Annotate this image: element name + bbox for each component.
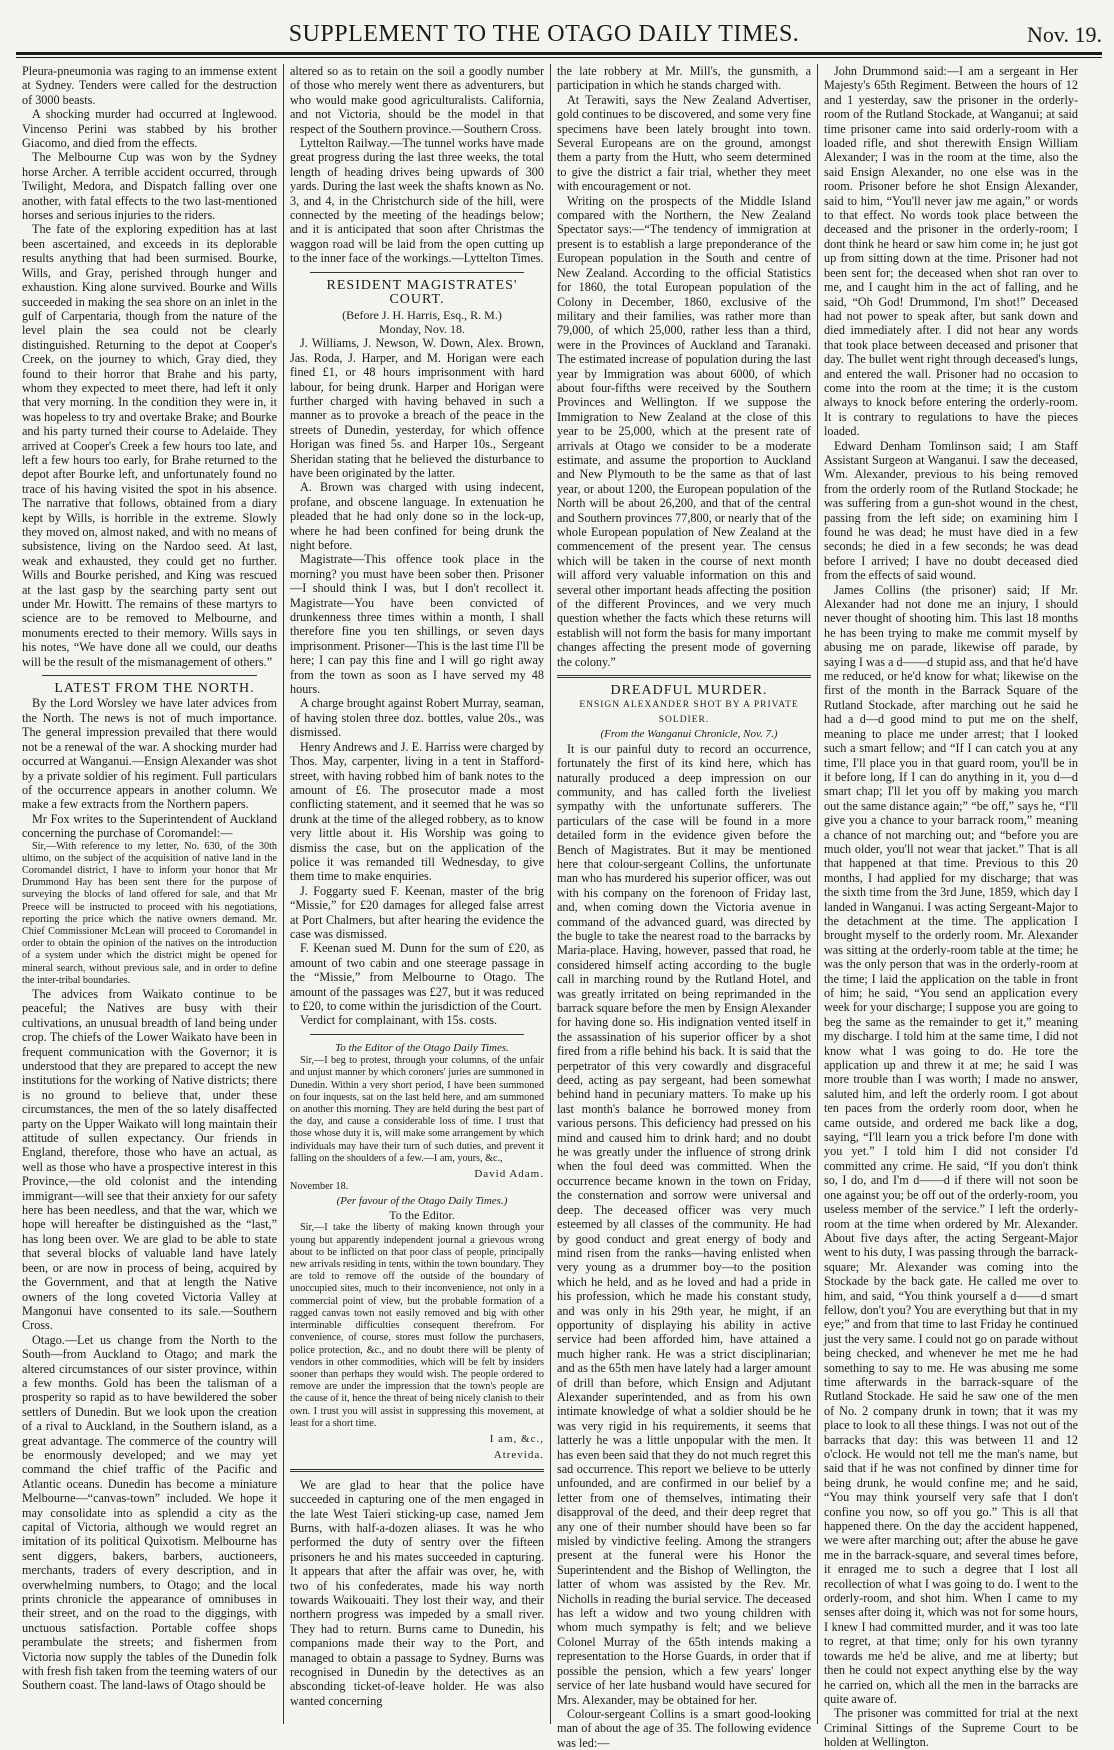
letter-body: Sir,—I beg to protest, through your columns, of the unfair and unjust manner by which coroners' juries are summoned in Dunedin. Within a very short period, I have been summoned on four inquests, sat on the last held here, and am summoned on another this morning. They are held during the best part of the day, and cause a considerable loss of time. I trust that those whose duty it is, will make some arrangement by which individuals may have their turn of such duties, and prevent it falling on the shoulders of a few.—I am, yours, &c., xyxy=(290,1055,544,1164)
article-paragraph: We are glad to hear that the police have succeeded in capturing one of the men engaged in the late West Taieri sticking-up case, named Jem Burns, with half-a-dozen aliases. It was he who performed the duty of sentry over the fifteen prisoners he and his mates succeeded in capturing. It appears that after the affair was over, he, with two of his confederates, made his way north towards Waikouaiti. They lost their way, and their northern progress was impeded by a small river. They had to return. Burns came to Dunedin, his companions made their way to the Port, and managed to obtain a passage to Sydney. Burns was recognised in Dunedin by the detectives as an absconding ticket-of-leave holder. He was also wanted concerning xyxy=(290,1477,544,1708)
section-subheading: ENSIGN ALEXANDER SHOT BY A PRIVATE SOLDIER. xyxy=(579,700,799,725)
article-paragraph: Pleura-pneumonia was raging to an immense extent at Sydney. Tenders were called for the destruction of 3000 beasts. xyxy=(22,64,277,107)
article-paragraph: Verdict for complainant, with 15s. costs. xyxy=(300,1013,497,1028)
quoted-letter: Sir,—With reference to my letter, No. 630, of the 30th ultimo, on the subject of the acquisition of native land in the Coromandel district, I have to inform your honor that Mr Drummond Hay has been sent there for the purpose of surveying the blocks of land offered for sale, and that Mr Preece will be instructed to proceed with his negotiations, reporting the price which the native owners demand. Mr. Chief Commissioner McLean will proceed to Coromandel in order to obtain the opinion of the natives on the introduction of a system under which the district might be opened for mineral search, without previous sale, and in order to define the inter-tribal boundaries. xyxy=(22,840,277,986)
section-divider xyxy=(42,675,257,676)
column-2 xyxy=(283,64,550,1724)
article-paragraph: altered so as to retain on the soil a goodly number of those who merely went there as adventurers, but who would make good agriculturalists. California, and not Victoria, should be the model in that respect of the Southern province.—Southern Cross. xyxy=(290,64,544,136)
issue-date: Nov. 19. xyxy=(1027,22,1102,47)
section-divider xyxy=(557,675,811,678)
article-paragraph: John Drummond said:—I am a sergeant in Her Majesty's 65th Regiment. Between the hours of 12 and 1 yesterday, saw the prisoner in the orderly-room of the Rutland Stockade, at Wanganui; at said time prisoner came into said orderly-room with a loaded rifle, and shot therewith Ensign William Alexander; I was in the room at the time, also the said Ensign Alexander, no one else was in the room. Prisoner before he shot Ensign Alexander, said to him, “You'll never jaw me again,” or words to that effect. No words took place between the deceased and the prisoner in the orderly-room; I dont think he heard or saw him come in; he just got up from sitting down at the time. Prisoner had not been sent for; the deceased when shot ran over to me, and I caught him in the act of falling, and he said, “Oh God! Drummond, I'm shot!” Deceased had not power to speak after, but sank down and died immediately after. I did not hear any words that took place between deceased and prisoner that day. The bullet went right through deceased's lungs, and entered the wall. Prisoner had no occasion to come into the room at the time; it is the custom always to knock before entering the orderly-room. It is contrary to regulations to have the pieces loaded. xyxy=(824,64,1078,439)
article-paragraph: James Collins (the prisoner) said; If Mr. Alexander had not done me an injury, I should never thought of shooting him. This last 18 months he has been trying to make me commit myself by abusing me on parade, likewise off parade, by saying I was a d——d stupid ass, and that he'd have me reduced, or he'd know for what; likewise on the first of the month in the Barrack Square of the Rutland Stockade, after marching out he said he had a d—d good mind to put me on the shelf, meaning to place me under arrest; that I looked such a smart fellow; and “If I can catch you at any time, I'll place you in that guard room, you'll be in it before long, If I can do anything in it, you d—d smart chap; I'll let you off by making you march out the same distance again;” “be off,” says he, “I'll give you a chance to your barrack room,” meaning a chance of not marching out; and “before you are much older, you'll not wear that jacket.” That is all that happened at that time. Previous to this 20 months, I had applied for my discharge; that was the sixth time from the 3rd June, 1859, which day I landed in Wanganui. I was acting Sergeant-Major to the detachment at the time. The application I brought myself to the orderly room. Mr. Alexander was sitting at the orderly-room table at the time; he was the only person that was in the orderly-room at the time; I laid the application on the table in front of him; he said, “You send an application every week for your discharge; I suppose you are going to beg the same as the remainder to get it,” meaning my discharge. I told him at the same time, I did not know what I was going to do. He tore the application up and threw it at me; he said I was more trouble than I was worth; I made no answer, saluted him, and left the orderly room. I got about ten paces from the orderly room door, when he came outside, and ordered me back like a dog, saying, “I'll learn you a trick before I'm done with you yet.” I told him I did not consider I'd committed any crime. He said, “If you don't think so, I do, and I'm d——d if there will not soon be one against you; be off out of the orderly-room, you useless member of the service.” I left the orderly-room at the time when ordered by Mr. Alexander. About five days after, the acting Sergeant-Major went to his duty, I was passing through the barrack-square; Mr. Alexander was coming into the Stockade by the back gate. He called me over to him, and said, “You think yourself a d——d smart fellow, don't you? You are everything but that in my eye;” and from that time to last Friday he continued just the very same. I could not go on parade without being checked, and whenever he met me he had something to say to me. He was abusing me some time afterwards in the barrack-square of the Rutland Stockade. He said he saw one of the men of No. 2 company drunk in town; that it was my place to look to all these things. I was not out of the barracks that day: this was between 11 and 12 o'clock. He would not tell me the man's name, but said that if he was not confined by dinner time for being drunk, he would confine me; and he said, “You may think yourself very safe that I don't confine you now, so off you go.” This is all that happened there. On the day the accident happened, we were after marching out; after the abuse he gave me in the barrack-square, and several times before, it enraged me to such a degree that I lost all recollection of what I was going to do. I went to the orderly-room, and shot him. When I came to my senses after doing it, which was not for some hours, I knew I had committed murder, and it was too late to regret, at that time; only for his own tyranny towards me he'd be alive, and me at liberty; but then he could not expect anything else by the way he carried on, which all the men in the barracks are quite aware of. xyxy=(824,582,1078,1706)
letter-signature: Atrevida. xyxy=(493,1449,544,1462)
letter-closing: I am, &c., xyxy=(489,1432,544,1445)
article-paragraph: The advices from Waikato continue to be peaceful; the Natives are busy with their cultivations, an unusual breadth of land being under crop. The chiefs of the Lower Waikato have been in frequent communication with the Governor; it is understood that they are prepared to accept the new institutions for the working of Native districts; there is no ground to believe that, under these circumstances, the men of the so lately disaffected party on the Upper Waikato will long maintain their attitude of sullen expectancy. Our friends in England, therefore, those who have an actual, as well as those who have a prospective interest in this Province,—the old colonist and the intending immigrant—will see that their anxiety for our safety here has been needless, and that the war, which we hope will hereafter be distinguished as the “last,” has long been over. We are glad to be able to state that several blocks of valuable land have lately been, or are now in process of being, acquired by the Government, and that at length the Native owners of the long coveted Victoria Valley at Mangonui have consented to its sale.—Southern Cross. xyxy=(22,986,277,1333)
letter-signature: David Adam. xyxy=(474,1168,544,1181)
article-paragraph: Lyttelton Railway.—The tunnel works have made great progress during the last three weeks, the total length of heading drives being upwards of 300 yards. During the last week the shafts known as No. 3, and 4, in the Christchurch side of the hill, were connected by the meeting of the headings below; and it is anticipated that soon after Christmas the waggon road will be laid from the open cutting up to the inner face of the workings.—Lyttelton Times. xyxy=(290,136,544,266)
article-paragraph: Otago.—Let us change from the North to the South—from Auckland to Otago; and mark the altered circumstances of our sister province, within a few months. Gold has been the talisman of a prosperity so rapid as to have bewildered the sober settlers of Dunedin. But we look upon the creation of a rival to Auckland, in the Southern island, as a great advantage. The commerce of the country will be enormously developed; and we may yet command the chief traffic of the Pacific and Atlantic oceans. Dunedin has become a miniature Melbourne—“canvas-town” included. We hope it may consolidate into as splendid a city as the capital of Victoria, although we would regret an imitation of its political Quixotism. Melbourne has sent diggers, bakers, barbers, auctioneers, merchants, traders of every description, and in overwhelming numbers, to Otago; and the local prints chronicle the appearance of omnibuses in their street, and on the road to the diggings, with unctuous satisfaction. Portable coffee shops perambulate the streets; and fishermen from Victoria now supply the tables of the Dunedin folk with fresh fish taken from the teeming waters of our Southern coast. The land-laws of Otago should be xyxy=(22,1332,277,1693)
article-paragraph: J. Williams, J. Newson, W. Down, Alex. Brown, Jas. Roda, J. Harper, and M. Horigan were each fined £1, or 48 hours imprisonment with hard labour, for being drunk. Harper and Horigan were further charged with having behaved in such a manner as to provoke a breach of the peace in the streets of Dunedin, yesterday, for which offence Horigan was fined 5s. and Harper 10s., Sergeant Sheridan stating that he believed the disturbance to have been originated by the latter. xyxy=(290,336,544,480)
column-3 xyxy=(550,64,817,1750)
article-paragraph: the late robbery at Mr. Mill's, the gunsmith, a participation in which he stands charged with. xyxy=(557,64,811,93)
letter-address: To the Editor of the Otago Daily Times. xyxy=(335,1041,509,1054)
column-1 xyxy=(16,64,283,1724)
columns xyxy=(16,64,1102,1750)
section-heading: DREADFUL MURDER. xyxy=(610,683,768,699)
article-paragraph: Magistrate—This offence took place in the morning? you must have been sober then. Prisoner—I should think I was, but I don't recollect it. Magistrate—You have been convicted of drunkenness three times within a month, I shall therefore fine you ten shillings, or seven days imprisonment. Prisoner—This is the last time I'll be here; I can pay this fine and I will go right away from the town as soon as I have served my 48 hours. xyxy=(290,552,544,697)
section-heading: RESIDENT MAGISTRATES' COURT. xyxy=(326,277,518,308)
article-paragraph: The prisoner was committed for trial at the next Criminal Sittings of the Supreme Court to be holden at Wellington. xyxy=(824,1706,1078,1750)
section-heading: LATEST FROM THE NORTH. xyxy=(54,681,255,697)
letter-address: To the Editor. xyxy=(389,1208,455,1223)
article-paragraph: The fate of the exploring expedition has at last been ascertained, and exceeds in its deplorable results anything that had been surmised. Bourke, Wills, and Gray, perished through hunger and exhaustion. King alone survived. Bourke and Wills succeeded in making the sea shore on an inlet in the gulf of Carpentaria, though from the nature of the level plain the sea could not be clearly distinguished. Returning to the depot at Cooper's Creek, on the journey to which, Gray died, they found to their horror that Brahe and his party, whom they expected to meet there, had left it only that very morning. In the condition they were in, it was hopeless to try and overtake Brake; and Bourke and his party turned their course to Adelaide. They arrived at Cooper's Creek a few hours too late, and left a few hours too early, for Brahe returned to the depot after Bourke left, and unfortunately found no trace of his having visited the spot in his absence. The narrative that follows, obtained from a diary kept by Wills, is horrible in the extreme. Slowly they moved on, almost naked, and with no means of subsistence, living on the Nardoo seed. At last, weak and exhausted, they could get no further. Wills and Bourke perished, and King was rescued at the last gasp by the searching party sent out under Mr. Howitt. The remains of these martyrs to science are to be removed to Melbourne, and monuments erected to their memory. Wills says in his notes, “We have done all we could, our deaths will be the result of the mismanagement of others.” xyxy=(22,222,277,669)
letter-favour-note: (Per favour of the Otago Daily Times.) xyxy=(336,1194,508,1207)
section-divider xyxy=(290,1469,544,1472)
masthead-rule-thin xyxy=(16,57,1102,58)
article-paragraph: Mr Fox writes to the Superintendent of Auckland concerning the purchase of Coromandel:— xyxy=(22,811,277,841)
article-paragraph: It is our painful duty to record an occurrence, fortunately the first of its kind here, which has naturally produced a deep impression on our community, and has called forth the liveliest sympathy with the unfortunate sufferers. The particulars of the case will be found in a more detailed form in the evidence given before the Bench of Magistrates. But it may be mentioned here that colour-sergeant Collins, the unfortunate man who has murdered his superior officer, was out with his company on the forenoon of Friday last, and, when coming down the Victoria avenue in command of the advanced guard, was directed by the bugle to take the nearest road to the barracks by Maria-place. Having, however, passed that road, he considered himself acting according to the bugle call in marching round by the Rutland Hotel, and was greatly irritated on being reprimanded in the barrack square before the men by Ensign Alexander for having done so. His indignation vented itself in the assassination of his superior officer by a shot fired from a rifle behind his back. It is said that the perpetrator of this very cowardly and disgraceful deed, acting as pay sergeant, had been somewhat behind hand in pecuniary matters. To make up his last month's balance he borrowed money from various persons. This deficiency had pressed on his mind and caused him to drink hard; and no doubt he was greatly under the influence of strong drink when the foul deed was committed. When the occurrence became known in the town on Friday, the consternation and sorrow were universal and deep. The deceased officer was very much esteemed by all classes of the community. He had by good conduct and great energy of body and mind risen from the ranks—having enlisted when very young as a drummer boy—to the position which he held, and as he loved and had a pride in his profession, which he made his constant study, and was only in his 29th year, he might, if an opportunity of displaying his ability in active service had been afforded him, have attained a much higher rank. He was a strict disciplinarian; and as the 65th men have lately had a larger amount of drill than before, which Ensign and Adjutant Alexander superintended, and as from his own intimate knowledge of what a soldier should be he was very rigid in his requirements, it seems that latterly he was a little unpopular with the men. It has even been said that they do not much regret this sad occurrence. This report we believe to be utterly unfounded, and are confirmed in our belief by a letter from one of themselves, intimating their disapproval of the deed, and their deep regret that any one of their number should have been so far misled by vindictive feeling. Among the strangers present at the funeral were his Honor the Superintendent and the Bishop of Wellington, the latter of whom was assisted by the Rev. Mr. Nicholls in reading the burial service. The deceased has left a widow and two young children with whom much sympathy is felt; and we believe Colonel Murray of the 65th intends making a representation to the Horse Guards, in order that if possible the pension, which a few years' longer service of her late husband would have secured for Mrs. Alexander, may be obtained for her. xyxy=(557,741,811,1707)
article-paragraph: By the Lord Worsley we have later advices from the North. The news is not of much importance. The general impression prevailed that there would not be a renewal of the war. A shocking murder had occurred at Wanganui.—Ensign Alexander was shot by a private soldier of his regiment. Full particulars of the occurrence appears in another column. We make a few extracts from the Northern papers. xyxy=(22,696,277,812)
article-paragraph: F. Keenan sued M. Dunn for the sum of £20, as amount of two cabin and one steerage passage in the “Missie,” from Melbourne to Otago. The amount of the passages was £27, but it was reduced to £20, to come within the jurisdiction of the Court. xyxy=(290,941,544,1013)
article-paragraph: Edward Denham Tomlinson said; I am Staff Assistant Surgeon at Wanganui. I saw the deceased, Wm. Alexander, previous to his being removed from the orderly room of the Rutland Stockade; he was suffering from a gun-shot wound in the chest, passing from the left side; on examining him I found he was dead; he must have died in a few seconds; he died in a few seconds; he was dead before I arrived; I have no doubt deceased died from the effects of said wound. xyxy=(824,438,1078,583)
letter-date: November 18. xyxy=(290,1181,349,1193)
article-paragraph: Colour-sergeant Collins is a smart good-looking man of about the age of 35. The following evidence was led:— xyxy=(557,1706,811,1750)
article-paragraph: A. Brown was charged with using indecent, profane, and obscene language. In extenuation he pleaded that he had only done so in the lock-up, where he had been confined for being drunk the night before. xyxy=(290,480,544,552)
section-divider xyxy=(310,272,524,273)
article-paragraph: Writing on the prospects of the Middle Island compared with the Northern, the New Zealand Spectator says:—“The tendency of immigration at present is to establish a large preponderance of the European population in the South and centre of New Zealand. According to the official Statistics for 1860, the total European population of the Colony in December, 1860, exclusive of the military and their families, was rather more than 79,000, of which 25,000, rather less than a third, were in the Provinces of Auckland and Taranaki. The estimated increase of population during the last year by Immigration was about 6000, of which about four-fifths were received by the Southern Provinces and Wellington. If we suppose the Immigration to New Zealand at the close of this year to be 25,000, which at the present rate of arrivals at Otago we consider to be a moderate estimate, and assume the proportion to Auckland and New Plymouth to be the same as that of last year, or about 1200, the European population of the North will be about 26,200, and that of the central and Southern provinces 77,800, or nearly that of the whole European population of New Zealand at the commencement of the present year. The census which will be taken in the course of next month will afford very valuable information on this and several other important heads affecting the position of the different Provinces, and we very much question whether the facts which these returns will establish will not form the basis for many important changes affecting the present mode of governing the colony.” xyxy=(557,193,811,669)
section-subheading: (Before J. H. Harris, Esq., R. M.) xyxy=(342,307,502,322)
article-paragraph: At Terawiti, says the New Zealand Advertiser, gold continues to be discovered, and some very fine specimens have been lately brought into town. Several Europeans are on the ground, amongst them a party from the Hutt, who seem determined to give the district a fair trial, whether they meet with encouragement or not. xyxy=(557,92,811,194)
masthead xyxy=(16,8,1102,48)
masthead-rule xyxy=(16,52,1102,55)
letter-body: Sir,—I take the liberty of making known through your young but apparently independent journal a grievous wrong about to be inflicted on that poor class of people, principally new arrivals residing in tents, within the town boundary. They are told to remove off the outside of the boundary of unoccupied sites, much to their inconvenience, not only in a commercial point of view, but the probable formation of a ragged canvas town not easily removed and big with other interminable difficulties consequent therefrom. For convenience, of course, stores must follow the purchasers, police protection, &c., and no doubt there will be plenty of vendors in other commodities, which will be felt by insiders sooner than perhaps they would wish. The people ordered to remove are under the impression that the town's people are the cause of it, hence the threat of being nicely clanish to their own. I trust you will assist in suppressing this movement, at least for a short time. xyxy=(290,1222,544,1429)
column-4 xyxy=(817,64,1084,1750)
section-divider xyxy=(310,1034,524,1035)
article-paragraph: The Melbourne Cup was won by the Sydney horse Archer. A terrible accident occurred, through Twilight, Medora, and Dispatch falling over one another, with fatal effects to the two last-mentioned horses and serious injuries to the riders. xyxy=(22,150,277,223)
article-paragraph: Henry Andrews and J. E. Harriss were charged by Thos. May, carpenter, living in a tent in Stafford-street, with having robbed him of bank notes to the amount of £6. The prosecutor made a most conflicting statement, and it seemed that he was so drunk at the time of the alleged robbery, as to know very little about it. His Worship was going to dismiss the case, but on the application of the police it was remanded till Wednesday, to give them time to make enquiries. xyxy=(290,739,544,884)
article-source: (From the Wanganui Chronicle, Nov. 7.) xyxy=(600,728,778,741)
newspaper-title: SUPPLEMENT TO THE OTAGO DAILY TIMES. xyxy=(288,21,800,47)
article-paragraph: J. Foggarty sued F. Keenan, master of the brig “Missie,” for £20 damages for alleged false arrest at Port Chalmers, but after hearing the evidence the case was dismissed. xyxy=(290,883,544,941)
article-paragraph: A charge brought against Robert Murray, seaman, of having stolen three doz. bottles, value 20s., was dismissed. xyxy=(290,696,544,740)
court-date: Monday, Nov. 18. xyxy=(378,321,466,336)
article-paragraph: A shocking murder had occurred at Inglewood. Vincenso Perini was stabbed by his brother Giacomo, and died from the effects. xyxy=(22,107,277,151)
